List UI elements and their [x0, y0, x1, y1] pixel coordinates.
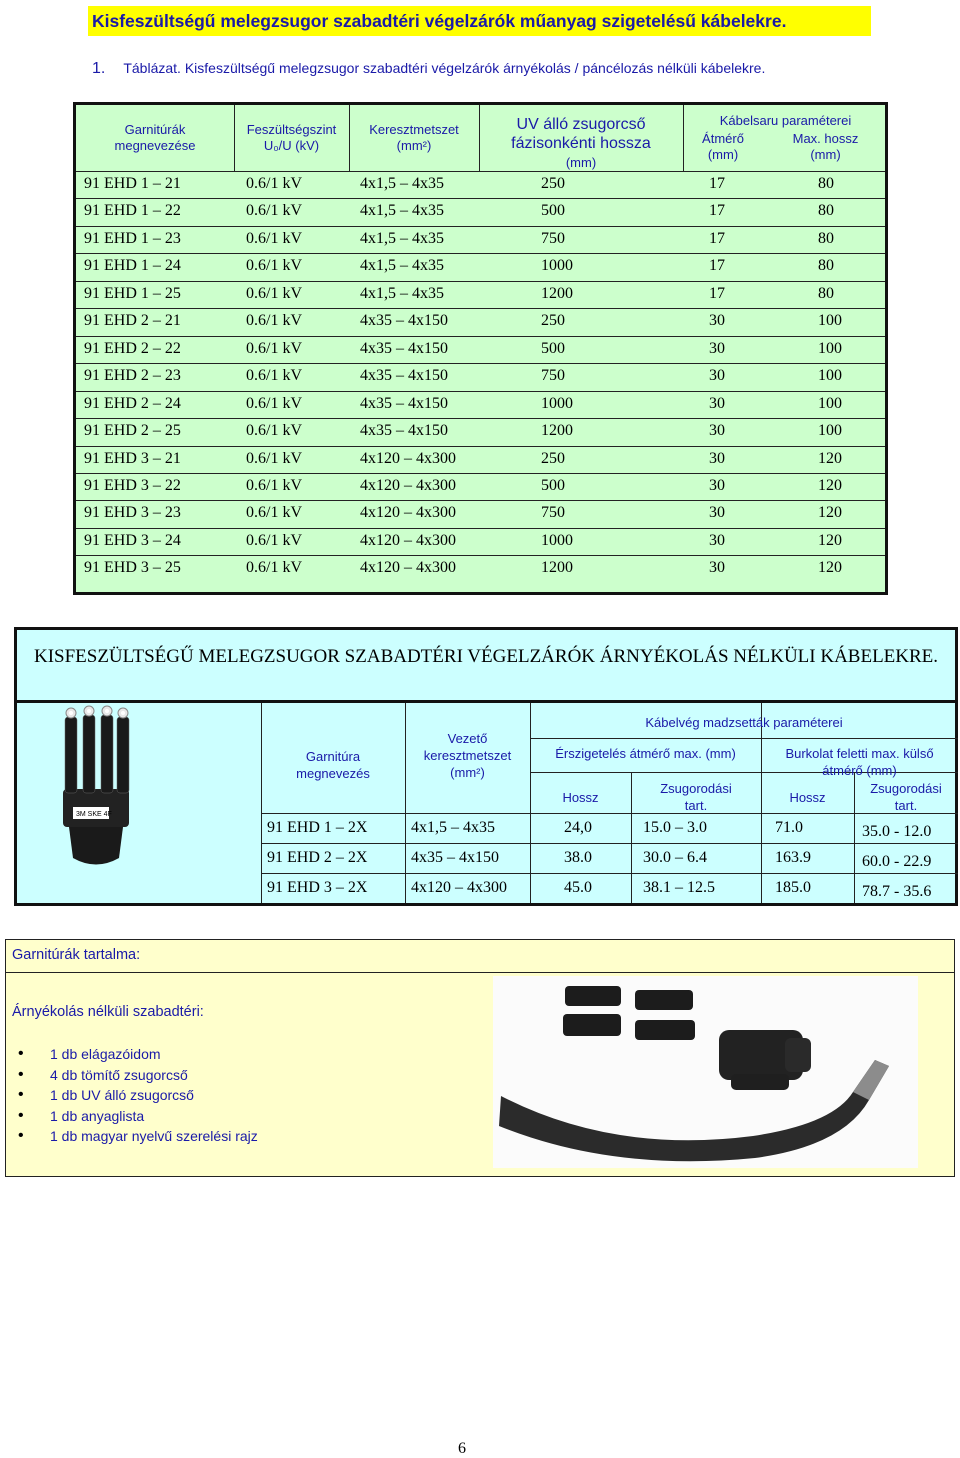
- row-separator: [76, 171, 885, 172]
- row-voltage: 0.6/1 kV: [246, 229, 302, 247]
- list-item: • 1 db elágazóidom: [16, 1044, 258, 1065]
- row-uv-length: 1200: [541, 559, 573, 577]
- header-uv-length: UV álló zsugorcső fázisonkénti hossza (mm): [511, 116, 651, 170]
- divider: [6, 972, 954, 973]
- row-separator: [76, 198, 885, 199]
- row-jacket-length: 185.0: [775, 879, 811, 896]
- list-item: • 4 db tömítő zsugorcső: [16, 1065, 258, 1086]
- header-insulation-diameter: Érszigetelés átmérő max. (mm): [555, 746, 736, 761]
- header-shrink-range: Zsugorodási tart.: [660, 781, 732, 813]
- row-jacket-length: 71.0: [775, 819, 803, 836]
- row-uv-length: 500: [541, 476, 565, 494]
- header-lug-params: Kábelsaru paraméterei: [719, 113, 852, 128]
- termination-table: [14, 703, 958, 906]
- row-diameter: 30: [709, 531, 725, 549]
- row-max-length: 80: [818, 202, 834, 220]
- row-max-length: 80: [818, 175, 834, 192]
- row-diameter: 30: [709, 504, 725, 522]
- row-max-length: 80: [818, 284, 834, 302]
- row-max-length: 100: [818, 367, 842, 385]
- row-conductor-cross: 4x35 – 4x150: [411, 849, 499, 866]
- row-cross-section: 4x1,5 – 4x35: [360, 175, 444, 192]
- row-name: 91 EHD 2 – 21: [84, 312, 181, 330]
- row-diameter: 17: [709, 202, 725, 220]
- row-cross-section: 4x35 – 4x150: [360, 394, 448, 412]
- row-cross-section: 4x120 – 4x300: [360, 559, 456, 577]
- header-max-length: Max. hossz (mm): [792, 131, 859, 162]
- row-insulation-length: 45.0: [564, 879, 592, 896]
- row-name: 91 EHD 1 – 2X: [267, 819, 368, 836]
- header-jacket-diameter: Burkolat feletti max. külső átmérő (mm): [785, 746, 934, 778]
- row-name: 91 EHD 1 – 21: [84, 175, 181, 192]
- row-shrink-range: 30.0 – 6.4: [643, 849, 707, 866]
- row-diameter: 30: [709, 339, 725, 357]
- row-cross-section: 4x120 – 4x300: [360, 449, 456, 467]
- row-diameter: 30: [709, 367, 725, 385]
- table-caption: [92, 60, 765, 78]
- row-voltage: 0.6/1 kV: [246, 312, 302, 330]
- row-insulation-length: 24,0: [564, 819, 592, 836]
- row-voltage: 0.6/1 kV: [246, 504, 302, 522]
- row-jacket-shrink: 35.0 - 12.0: [862, 823, 932, 840]
- row-cross-section: 4x35 – 4x150: [360, 339, 448, 357]
- row-diameter: 17: [709, 257, 725, 275]
- row-separator: [76, 226, 885, 227]
- row-diameter: 17: [709, 175, 725, 192]
- row-voltage: 0.6/1 kV: [246, 476, 302, 494]
- caption-text: Táblázat. Kisfeszültségű melegzsugor szabadtéri végelzárók árnyékolás / páncélozás nélküli kábelekre.: [123, 60, 766, 76]
- row-name: 91 EHD 1 – 23: [84, 229, 181, 247]
- row-conductor-cross: 4x1,5 – 4x35: [411, 819, 495, 836]
- row-separator: [76, 528, 885, 529]
- row-separator: [76, 308, 885, 309]
- row-insulation-length: 38.0: [564, 849, 592, 866]
- row-jacket-length: 163.9: [775, 849, 811, 866]
- termination-illustration: [53, 703, 153, 869]
- row-cross-section: 4x1,5 – 4x35: [360, 229, 444, 247]
- row-cross-section: 4x35 – 4x150: [360, 367, 448, 385]
- row-voltage: 0.6/1 kV: [246, 202, 302, 220]
- row-voltage: 0.6/1 kV: [246, 284, 302, 302]
- header-length-2: Hossz: [789, 790, 826, 805]
- row-name: 91 EHD 2 – 23: [84, 367, 181, 385]
- header-diameter: Átmérő (mm): [702, 131, 744, 162]
- list-item: • 1 db anyaglista: [16, 1106, 258, 1127]
- row-uv-length: 750: [541, 367, 565, 385]
- row-name: 91 EHD 2 – 22: [84, 339, 181, 357]
- contents-heading: Garnitúrák tartalma:: [12, 947, 141, 963]
- row-voltage: 0.6/1 kV: [246, 394, 302, 412]
- row-name: 91 EHD 1 – 22: [84, 202, 181, 220]
- row-separator: [76, 473, 885, 474]
- row-diameter: 30: [709, 476, 725, 494]
- row-separator: [76, 500, 885, 501]
- row-jacket-shrink: 78.7 - 35.6: [862, 883, 932, 900]
- row-uv-length: 500: [541, 202, 565, 220]
- row-uv-length: 1000: [541, 394, 573, 412]
- row-voltage: 0.6/1 kV: [246, 531, 302, 549]
- row-max-length: 80: [818, 257, 834, 275]
- row-name: 91 EHD 3 – 24: [84, 531, 181, 549]
- row-cross-section: 4x120 – 4x300: [360, 476, 456, 494]
- row-max-length: 120: [818, 504, 842, 522]
- row-cross-section: 4x1,5 – 4x35: [360, 257, 444, 275]
- row-uv-length: 500: [541, 339, 565, 357]
- row-max-length: 120: [818, 449, 842, 467]
- row-separator: [261, 843, 958, 844]
- row-name: 91 EHD 3 – 23: [84, 504, 181, 522]
- row-shrink-range: 38.1 – 12.5: [643, 879, 715, 896]
- row-uv-length: 250: [541, 449, 565, 467]
- table-number: 1.: [92, 60, 106, 77]
- row-name: 91 EHD 1 – 25: [84, 284, 181, 302]
- row-name: 91 EHD 3 – 2X: [267, 879, 368, 896]
- row-max-length: 100: [818, 312, 842, 330]
- list-item: • 1 db magyar nyelvű szerelési rajz: [16, 1126, 258, 1147]
- row-voltage: 0.6/1 kV: [246, 559, 302, 577]
- header-cross-section: Keresztmetszet (mm²): [369, 122, 459, 153]
- row-diameter: 17: [709, 284, 725, 302]
- row-max-length: 100: [818, 422, 842, 440]
- row-cross-section: 4x35 – 4x150: [360, 312, 448, 330]
- table2-title: KISFESZÜLTSÉGŰ MELEGZSUGOR SZABADTÉRI VÉGELZÁRÓK ÁRNYÉKOLÁS NÉLKÜLI KÁBELEKRE.: [14, 627, 958, 703]
- row-jacket-shrink: 60.0 - 22.9: [862, 853, 932, 870]
- row-separator: [76, 281, 885, 282]
- row-voltage: 0.6/1 kV: [246, 367, 302, 385]
- row-name: 91 EHD 2 – 2X: [267, 849, 368, 866]
- row-uv-length: 250: [541, 175, 565, 192]
- header-name: Garnitúrák megnevezése: [114, 122, 196, 153]
- header-conductor-cross: Vezető keresztmetszet (mm²): [423, 731, 512, 780]
- row-voltage: 0.6/1 kV: [246, 422, 302, 440]
- row-diameter: 30: [709, 449, 725, 467]
- list-item: • 1 db UV álló zsugorcső: [16, 1085, 258, 1106]
- row-separator: [261, 873, 958, 874]
- row-separator: [76, 446, 885, 447]
- row-voltage: 0.6/1 kV: [246, 257, 302, 275]
- header-length: Hossz: [562, 790, 599, 805]
- row-conductor-cross: 4x120 – 4x300: [411, 879, 507, 896]
- row-name: 91 EHD 2 – 25: [84, 422, 181, 440]
- row-cross-section: 4x1,5 – 4x35: [360, 202, 444, 220]
- row-voltage: 0.6/1 kV: [246, 175, 302, 192]
- row-max-length: 100: [818, 394, 842, 412]
- row-uv-length: 1200: [541, 422, 573, 440]
- row-uv-length: 750: [541, 229, 565, 247]
- row-shrink-range: 15.0 – 3.0: [643, 819, 707, 836]
- kit-contents-photo: [493, 976, 918, 1168]
- row-max-length: 80: [818, 229, 834, 247]
- contents-list: [16, 1044, 258, 1147]
- header-sleeve-params: Kábelvég madzsetták paraméterei: [645, 715, 843, 730]
- illustration-label: 3M SKE 4F: [76, 811, 112, 818]
- row-uv-length: 1000: [541, 257, 573, 275]
- contents-box: [5, 939, 955, 1177]
- row-cross-section: 4x120 – 4x300: [360, 504, 456, 522]
- row-cross-section: 4x1,5 – 4x35: [360, 284, 444, 302]
- row-separator: [76, 418, 885, 419]
- row-diameter: 17: [709, 229, 725, 247]
- row-uv-length: 250: [541, 312, 565, 330]
- header-name: Garnitúra megnevezés: [296, 749, 370, 781]
- row-diameter: 30: [709, 422, 725, 440]
- row-separator: [76, 363, 885, 364]
- row-separator: [76, 391, 885, 392]
- contents-subheading: Árnyékolás nélküli szabadtéri:: [12, 1004, 204, 1020]
- row-uv-length: 1200: [541, 284, 573, 302]
- row-name: 91 EHD 2 – 24: [84, 394, 181, 412]
- row-uv-length: 1000: [541, 531, 573, 549]
- row-diameter: 30: [709, 559, 725, 577]
- row-name: 91 EHD 3 – 21: [84, 449, 181, 467]
- document-title: Kisfeszültségű melegzsugor szabadtéri végelzárók műanyag szigetelésű kábelekre.: [88, 6, 871, 36]
- header-shrink-range-2: Zsugorodási tart.: [870, 781, 942, 813]
- row-voltage: 0.6/1 kV: [246, 339, 302, 357]
- row-max-length: 120: [818, 476, 842, 494]
- product-table: [73, 102, 888, 595]
- row-separator: [76, 555, 885, 556]
- page-number: 6: [458, 1440, 466, 1457]
- row-name: 91 EHD 1 – 24: [84, 257, 181, 275]
- header-voltage: Feszültségszint U₀/U (kV): [246, 122, 337, 153]
- row-diameter: 30: [709, 394, 725, 412]
- row-name: 91 EHD 3 – 25: [84, 559, 181, 577]
- row-cross-section: 4x35 – 4x150: [360, 422, 448, 440]
- row-separator: [76, 253, 885, 254]
- row-cross-section: 4x120 – 4x300: [360, 531, 456, 549]
- row-max-length: 100: [818, 339, 842, 357]
- row-voltage: 0.6/1 kV: [246, 449, 302, 467]
- row-separator: [76, 336, 885, 337]
- row-uv-length: 750: [541, 504, 565, 522]
- row-name: 91 EHD 3 – 22: [84, 476, 181, 494]
- row-separator: [530, 738, 958, 739]
- row-diameter: 30: [709, 312, 725, 330]
- row-max-length: 120: [818, 531, 842, 549]
- row-max-length: 120: [818, 559, 842, 577]
